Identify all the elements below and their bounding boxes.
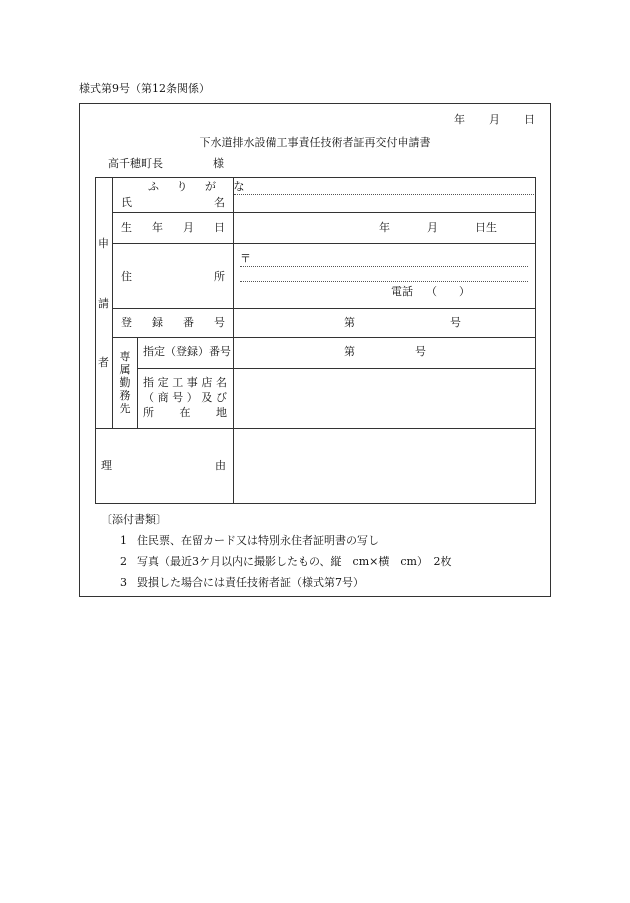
birth-label: 生 年 月 日 (121, 221, 225, 234)
reason-label: 理 由 (101, 459, 226, 472)
table-right-border (535, 177, 536, 503)
applicant-label-3: 者 (98, 356, 109, 369)
attachment-1-num: 1 (120, 534, 127, 547)
phone-parens: （ ） (426, 285, 470, 298)
attachment-2-text: 写真（最近3ケ月以内に撮影したもの、縦 cm×横 cm） 2枚 (137, 555, 452, 568)
attachments-heading: 〔添付書類〕 (101, 513, 167, 526)
attachment-3-text: 毀損した場合には責任技術者証（様式第7号） (137, 576, 364, 589)
form-title: 下水道排水設備工事責任技術者証再交付申請書 (199, 136, 431, 149)
designation-suffix: 号 (415, 345, 426, 358)
addressee-name: 高千穂町長 (108, 157, 163, 170)
address-label: 住 所 (121, 270, 225, 283)
date-month: 月 (489, 113, 500, 126)
name-label: 氏 名 (121, 196, 225, 209)
registration-suffix: 号 (450, 316, 461, 329)
registration-prefix: 第 (344, 316, 355, 329)
birth-day: 日生 (475, 221, 497, 234)
furigana-label: ふ り が な (148, 180, 252, 193)
row-line-registration (112, 308, 535, 309)
designation-prefix: 第 (344, 345, 355, 358)
label-column-divider (233, 177, 234, 503)
form-number-label: 様式第9号（第12条関係） (79, 82, 210, 95)
employer-label: 専 属 勤 務 先 (119, 350, 131, 415)
applicant-label-2: 請 (98, 297, 109, 310)
attachment-3-num: 3 (120, 576, 127, 589)
table-bottom-border (95, 503, 536, 504)
furigana-dotted-line (234, 194, 534, 195)
birth-month: 月 (427, 221, 438, 234)
table-top-border (95, 177, 536, 178)
shop-label-line-1: 指 定 工 事 店 名 (143, 376, 227, 389)
applicant-column-divider (112, 177, 113, 428)
addressee-honorific: 様 (213, 157, 224, 170)
phone-label: 電話 (391, 285, 413, 298)
table-left-border (95, 177, 96, 503)
shop-label-line-3: 所 在 地 (143, 406, 227, 419)
address-dotted-line-2 (240, 281, 528, 282)
applicant-label-1: 申 (98, 237, 109, 250)
attachment-1-text: 住民票、在留カード又は特別永住者証明書の写し (137, 534, 379, 547)
registration-label: 登 録 番 号 (121, 316, 225, 329)
date-day: 日 (524, 113, 535, 126)
shop-label-line-2: （ 商 号 ） 及 び (143, 391, 227, 404)
postal-mark: 〒 (240, 252, 251, 265)
birth-year: 年 (379, 221, 390, 234)
row-line-birth (112, 212, 535, 213)
row-line-reason (95, 428, 535, 429)
row-line-employer (112, 337, 535, 338)
employer-column-divider (137, 337, 138, 428)
date-year: 年 (454, 113, 465, 126)
address-dotted-line-1 (240, 266, 528, 267)
designation-label: 指定（登録）番号 (143, 345, 231, 358)
attachment-2-num: 2 (120, 555, 127, 568)
row-line-shop (137, 368, 535, 369)
row-line-address (112, 243, 535, 244)
